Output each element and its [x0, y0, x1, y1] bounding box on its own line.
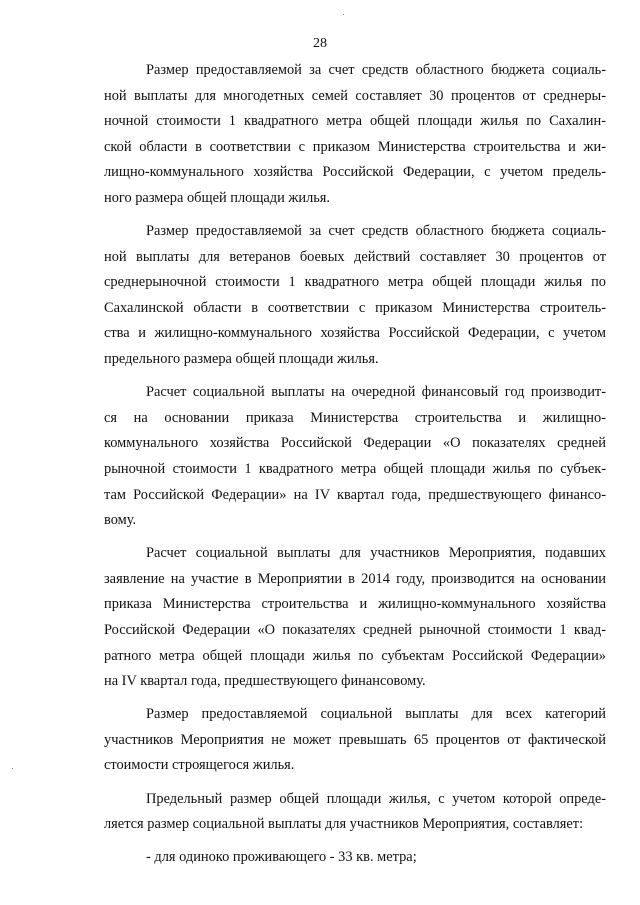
text-line: рыночной стоимости 1 квадратного метра общей площади жилья по субъек-	[104, 460, 606, 477]
text-line: приказа Министерства строительства и жилищно-коммунального хозяйства	[104, 596, 606, 613]
text-line: вому.	[104, 512, 137, 529]
text-line: Расчет социальной выплаты на очередной финансовый год производит-	[146, 384, 606, 401]
text-line: коммунального хозяйства Российской Федерации «О показателях средней	[104, 435, 606, 452]
text-line: лищно-коммунального хозяйства Российской Федерации, с учетом предель-	[104, 164, 606, 181]
text-line: Расчет социальной выплаты для участников Мероприятия, подавших	[146, 545, 606, 562]
paragraph	[104, 219, 606, 373]
text-line: ного размера общей площади жилья.	[104, 189, 331, 206]
paragraph	[104, 380, 606, 534]
paragraph	[104, 541, 606, 695]
text-line: ночной стоимости 1 квадратного метра общей площади жилья по Сахалин-	[104, 113, 606, 130]
text-line: ной выплаты для ветеранов боевых действий составляет 30 процентов от	[104, 248, 606, 265]
text-line: ской области в соответствии с приказом Министерства строительства и жи-	[104, 138, 606, 155]
scan-speck	[343, 14, 344, 15]
text-line: среднерыночной стоимости 1 квадратного метра общей площади жилья по	[104, 274, 606, 291]
document-body	[104, 58, 606, 871]
text-line: - для одиноко проживающего - 33 кв. метра;	[146, 849, 417, 866]
list-item	[104, 845, 606, 871]
text-line: Размер предоставляемой социальной выплаты для всех категорий	[146, 706, 606, 723]
page-number: 28	[313, 36, 327, 51]
text-line: на IV квартал года, предшествующего финансовому.	[104, 673, 426, 690]
text-line: участников Мероприятия не может превышать 65 процентов от фактической	[104, 731, 606, 748]
text-line: ратного метра общей площади жилья по субъектам Российской Федерации»	[104, 647, 606, 664]
text-line: ной выплаты для многодетных семей составляет 30 процентов от среднеры-	[104, 87, 606, 104]
paragraph	[104, 787, 606, 838]
paragraph	[104, 702, 606, 779]
text-line: ся на основании приказа Министерства строительства и жилищно-	[104, 409, 606, 426]
text-line: Размер предоставляемой за счет средств областного бюджета социаль-	[146, 62, 606, 78]
text-line: Сахалинской области в соответствии с приказом Министерства строитель-	[104, 299, 606, 316]
text-line: там Российской Федерации» на IV квартал года, предшествующего финансо-	[104, 486, 606, 503]
text-line: предельного размера общей площади жилья.	[104, 351, 379, 368]
text-line: ляется размер социальной выплаты для участников Мероприятия, составляет:	[104, 816, 584, 833]
text-line: заявление на участие в Мероприятии в 2014 году, производится на основании	[104, 570, 606, 587]
text-line: стоимости строящегося жилья.	[104, 757, 295, 774]
paragraph	[104, 58, 606, 212]
text-line: Предельный размер общей площади жилья, с учетом которой опреде-	[146, 790, 606, 807]
text-line: Российской Федерации «О показателях средней рыночной стоимости 1 квад-	[104, 621, 606, 638]
scan-speck	[12, 768, 13, 769]
text-line: Размер предоставляемой за счет средств областного бюджета социаль-	[146, 223, 606, 240]
text-line: ства и жилищно-коммунального хозяйства Российской Федерации, с учетом	[104, 325, 606, 342]
